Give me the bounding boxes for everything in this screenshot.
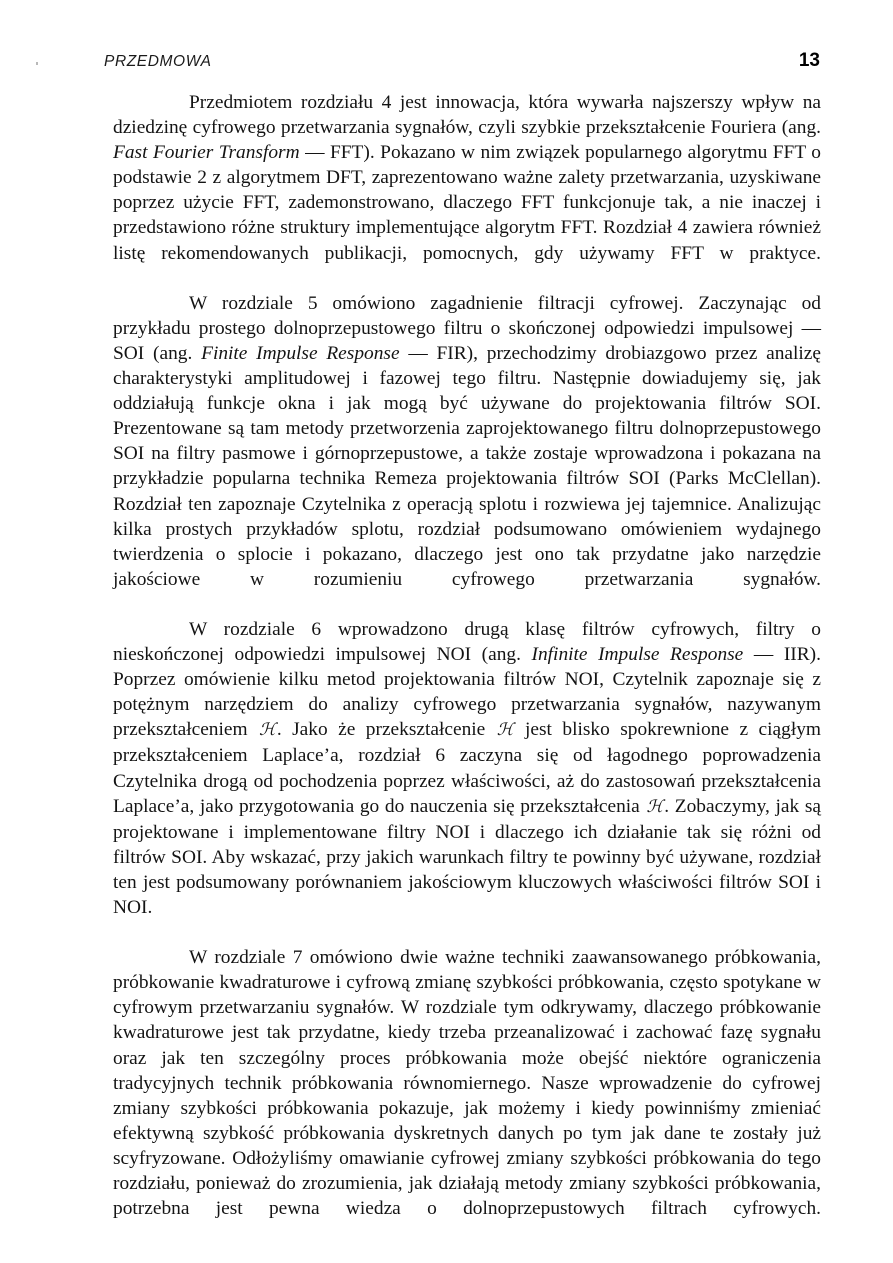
body-text-block (113, 90, 821, 1246)
running-header (104, 50, 820, 72)
text-run: W rozdziale 6 wprowadzono drugą klasę filtrów cyfrowych, filtry o nieskończonej odpowiedzi impulsowej NOI (ang. (113, 618, 821, 666)
text-run: . Zobaczymy, jak są projektowane i implementowane filtry NOI i dlaczego ich działanie tak się różni od filtrów SOI. Aby wskazać, przy jakich warunkach filtry te powinny być używane, rozdział ten jest podsumowany porównaniem jakościowym kluczowych właściwości filtrów SOI i NOI. (113, 795, 821, 918)
text-run: — IIR). Poprzez omówienie kilku metod projektowania filtrów NOI, Czytelnik zapoznaje się z potężnym narzędziem do analizy cyfrowego przetwarzania sygnałów, nazywanym przekształceniem (113, 644, 821, 741)
paragraph-chapter-6 (113, 617, 821, 945)
page-number: 13 (798, 50, 820, 71)
text-run: jest blisko spokrewnione z ciągłym przekształceniem Laplace’a, rozdział 6 zaczyna się od łagodnego poprowadzenia Czytelnika drogą od pochodzenia poprzez właściwości, aż do zastosowań przekształcenia Laplace’a, jako przygotowania go do nauczenia się przekształcenia (113, 719, 821, 817)
z-transform-symbol: ℋ (259, 720, 276, 741)
italic-term: Fast Fourier Transform (113, 142, 300, 164)
text-run: — FFT). Pokazano w nim związek popularnego algorytmu FFT o podstawie 2 z algorytmem DFT, zaprezentowano ważne zalety przetwarzania, uzyskiwane poprzez użycie FFT, zademonstrowano, dlaczego FFT funkcjonuje tak, a nie inaczej i przedstawiono różne struktury implementujące algorytm FFT. Rozdział 4 zawiera również listę rekomendowanych publikacji, pomocnych, gdy używamy FFT w praktyce. (113, 142, 821, 264)
running-header-title: PRZEDMOWA (104, 53, 212, 70)
italic-term: Infinite Impulse Response (531, 644, 744, 666)
paragraph-chapter-5 (113, 291, 821, 617)
text-run: W rozdziale 7 omówiono dwie ważne techniki zaawansowanego próbkowania, próbkowanie kwadraturowe i cyfrową zmianę szybkości próbkowania, często spotykane w cyfrowym przetwarzaniu sygnałów. W rozdziale tym odkrywamy, dlaczego próbkowanie kwadraturowe jest tak przydatne, kiedy trzeba przeanalizować i zachować fazę sygnału oraz jak ten szczególny proces próbkowania może obejść niektóre ograniczenia tradycyjnych technik próbkowania równomiernego. Nasze wprowadzenie do cyfrowej zmiany szybkości próbkowania pokazuje, jak możemy i kiedy powinniśmy zmieniać efektywną szybkość próbkowania dyskretnych danych po tym jak dane te zostały już scyfryzowane. Odłożyliśmy omawianie cyfrowej zmiany szybkości próbkowania do tego rozdziału, ponieważ do zrozumienia, jak działają metody zmiany szybkości próbkowania, potrzebna jest pewna wiedza o dolnoprzepustowych filtrach cyfrowych. (113, 947, 821, 1220)
text-run: W rozdziale 5 omówiono zagadnienie filtracji cyfrowej. Zaczynając od przykładu prostego dolnoprzepustowego filtru o skończonej odpowiedzi impulsowej — SOI (ang. (113, 292, 821, 364)
text-run: . Jako że przekształcenie (276, 719, 496, 741)
z-transform-symbol: ℋ (496, 720, 514, 741)
text-run: — FIR), przechodzimy drobiazgowo przez analizę charakterystyki amplitudowej i fazowej tego filtru. Następnie dowiadujemy się, jak oddziałują funkcje okna i jak mogą być używane do projektowania filtrów SOI. Prezentowane są tam metody przetworzenia zaprojektowanego filtru dolnoprzepustowego SOI na filtry pasmowe i górnoprzepustowe, a także zostaje wprowadzona i pokazana na przykładzie popularna technika Remeza projektowania filtrów SOI (Parks McClellan). Rozdział ten zapoznaje Czytelnika z operacją splotu i rozwiewa jej tajemnice. Analizując kilka prostych przykładów splotu, rozdział podsumowano omówieniem wydajnego twierdzenia o splocie i pokazano, dlaczego jest ono tak przydatne jako narzędzie jakościowe w rozumieniu cyfrowego przetwarzania sygnałów. (113, 342, 821, 590)
z-transform-symbol: ℋ (646, 796, 664, 817)
paragraph-chapter-4 (113, 90, 821, 291)
scan-artifact-speck (36, 62, 38, 65)
text-run: Przedmiotem rozdziału 4 jest innowacja, która wywarła najszerszy wpływ na dziedzinę cyfrowego przetwarzania sygnałów, czyli szybkie przekształcenie Fouriera (ang. (113, 92, 821, 139)
italic-term: Finite Impulse Response (201, 342, 400, 364)
paragraph-chapter-7 (113, 945, 821, 1246)
